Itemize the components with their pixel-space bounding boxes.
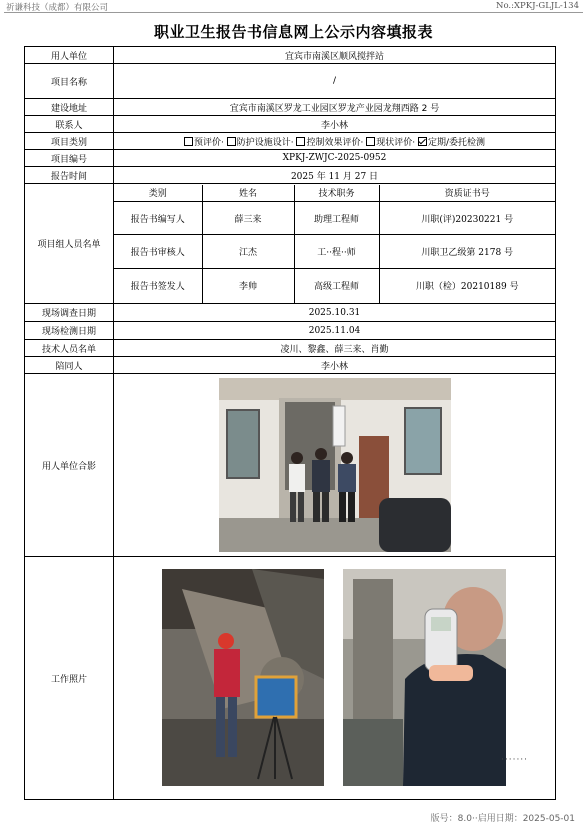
employer-label: 用人单位 xyxy=(25,47,114,64)
checkbox-icon[interactable] xyxy=(296,137,305,146)
work-photos xyxy=(114,557,555,799)
project-category-label: 项目类别 xyxy=(25,133,114,150)
project-number-value: XPKJ-ZWJC-2025-0952 xyxy=(114,150,556,167)
companion-value: 李小林 xyxy=(114,357,556,374)
team-header-cert: 资质证书号 xyxy=(379,185,555,202)
companion-label: 陪同人 xyxy=(25,357,114,374)
checkbox-icon[interactable] xyxy=(184,137,193,146)
company-header: 祈谦科技（成都）有限公司 xyxy=(6,3,109,13)
disclosure-form-table xyxy=(24,46,556,800)
team-table xyxy=(114,185,555,303)
hard-hat-icon xyxy=(218,633,234,649)
project-name-value: / xyxy=(114,64,556,99)
document-number: No.:XPKJ-GLJL-134 xyxy=(496,1,579,11)
header-rule xyxy=(4,12,583,13)
project-category-options xyxy=(114,133,556,150)
group-photo-label: 用人单位合影 xyxy=(25,374,114,557)
photo-caption-dots: ······· xyxy=(501,755,529,765)
work-photo-1-image xyxy=(162,569,324,786)
team-header-name: 姓名 xyxy=(202,185,294,202)
report-time-label: 报告时间 xyxy=(25,167,114,184)
version-footer: 版号：8.0··启用日期：2025-05-01 xyxy=(430,814,575,824)
team-name: 薛三来 xyxy=(202,202,294,235)
team-cert: 川职(评)20230221 号 xyxy=(379,202,555,235)
team-header-title: 技术职务 xyxy=(294,185,379,202)
site-address-label: 建设地址 xyxy=(25,99,114,116)
team-header-role: 类别 xyxy=(114,185,202,202)
team-role: 报告书审核人 xyxy=(114,235,202,269)
category-option-3: 现状评价· xyxy=(366,138,415,148)
category-option-2: 控制效果评价· xyxy=(296,138,363,148)
work-photo-1 xyxy=(162,569,324,786)
team-role: 报告书编写人 xyxy=(114,202,202,235)
report-time-value: 2025 年 11 月 27 日 xyxy=(114,167,556,184)
team-title: 高级工程师 xyxy=(294,269,379,303)
team-name: 李帅 xyxy=(202,269,294,303)
team-role: 报告书签发人 xyxy=(114,269,202,303)
technicians-label: 技术人员名单 xyxy=(25,340,114,357)
table-row xyxy=(114,269,555,303)
team-name: 江杰 xyxy=(202,235,294,269)
team-title: 工··程··师 xyxy=(294,235,379,269)
team-label: 项目组人员名单 xyxy=(25,184,114,304)
work-photo-2 xyxy=(343,569,506,786)
team-cert: 川职（检）20210189 号 xyxy=(379,269,555,303)
contact-label: 联系人 xyxy=(25,116,114,133)
test-date-value: 2025.11.04 xyxy=(114,322,556,340)
category-option-4: 定期/委托检测 xyxy=(418,138,485,148)
employer-value: 宜宾市南溪区顺风搅拌站 xyxy=(114,47,556,64)
checkbox-icon[interactable] xyxy=(366,137,375,146)
work-photo-2-image xyxy=(343,569,506,786)
site-address-value: 宜宾市南溪区罗龙工业园区罗龙产业园龙翔西路 2 号 xyxy=(114,99,556,116)
team-cert: 川职卫乙级第 2178 号 xyxy=(379,235,555,269)
project-name-label: 项目名称 xyxy=(25,64,114,99)
contact-value: 李小林 xyxy=(114,116,556,133)
group-photo xyxy=(219,378,451,552)
checkbox-icon[interactable] xyxy=(227,137,236,146)
form-title: 职业卫生报告书信息网上公示内容填报表 xyxy=(153,23,433,41)
table-row xyxy=(114,235,555,269)
survey-date-label: 现场调查日期 xyxy=(25,304,114,322)
table-row xyxy=(114,202,555,235)
group-photo-image xyxy=(219,378,451,552)
survey-date-value: 2025.10.31 xyxy=(114,304,556,322)
work-photo-label: 工作照片 xyxy=(25,557,114,800)
test-date-label: 现场检测日期 xyxy=(25,322,114,340)
team-title: 助理工程师 xyxy=(294,202,379,235)
technicians-value: 凌川、黎鑫、薛三来、肖勤 xyxy=(114,340,556,357)
checked-checkbox-icon[interactable] xyxy=(418,137,427,146)
category-option-1: 防护设施设计· xyxy=(227,138,294,148)
project-number-label: 项目编号 xyxy=(25,150,114,167)
category-option-0: 预评价· xyxy=(184,138,224,148)
